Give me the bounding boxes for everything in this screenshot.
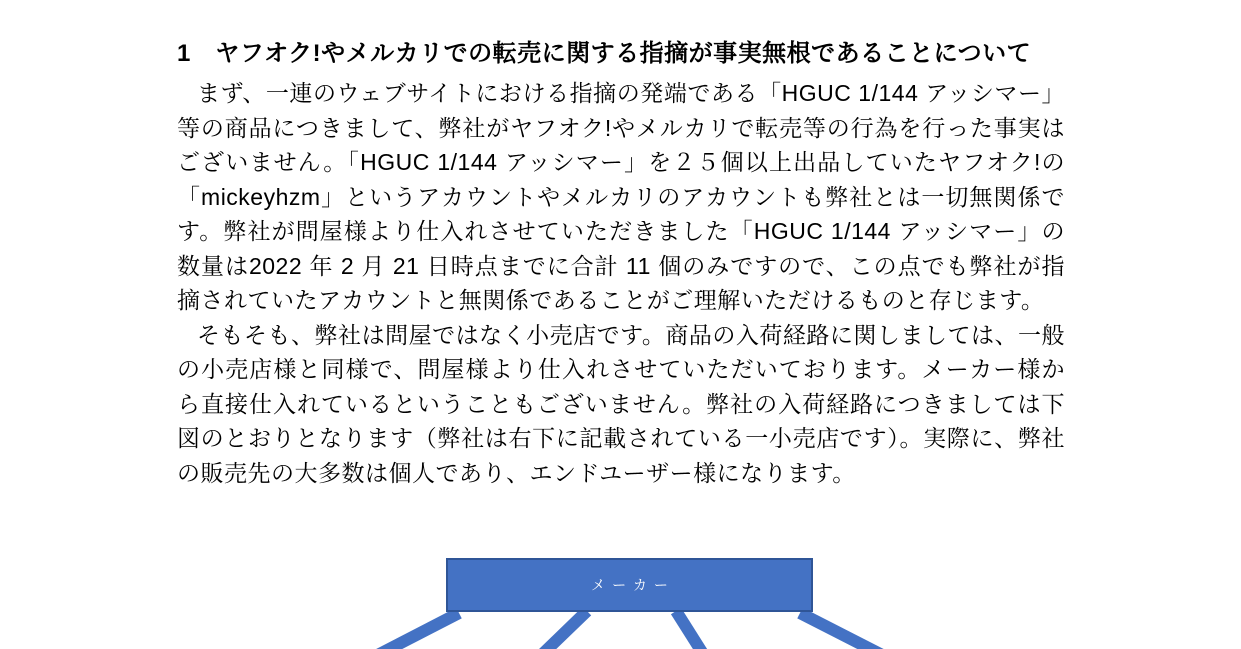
paragraph-supply-route: そもそも、弊社は問屋ではなく小売店です。商品の入荷経路に関しましては、一般の小売店様と同様で、問屋様より仕入れさせていただいております。メーカー様から直接仕入れているということもございません。弊社の入荷経路につきましては下図のとおりとなります（弊社は右下に記載されている一小売店です）。実際に、弊社の販売先の大多数は個人であり、エンドユーザー様になります。: [177, 321, 1066, 486]
supply-arrow-2: [528, 611, 587, 649]
maker-box-label: メーカー: [591, 577, 675, 593]
section-heading: 1 ヤフオク!やメルカリでの転売に関する指摘が事実無根であることについて: [177, 40, 1032, 67]
document-body: [177, 36, 1065, 490]
paragraph-resale-denial: まず、一連のウェブサイトにおける指摘の発端である「HGUC 1/144 アッシマー」等の商品につきまして、弊社がヤフオク!やメルカリで転売等の行為を行った事実はございません。「HGUC 1/144 アッシマー」を２５個以上出品していたヤフオク!の「mickeyhzm」というアカウントやメルカリのアカウントも弊社とは一切無関係です。弊社が問屋様より仕入れさせていただきました「HGUC 1/144 アッシマー」の数量は2022 年 2 月 21 日時点までに合計 11 個のみですので、この点でも弊社が指摘されていたアカウントと無関係であることがご理解いただけるものと存じます。: [177, 80, 1065, 313]
maker-box: [446, 558, 813, 612]
supply-arrow-1: [364, 613, 459, 649]
supply-arrow-3: [676, 611, 712, 649]
supply-arrow-4: [800, 613, 892, 649]
